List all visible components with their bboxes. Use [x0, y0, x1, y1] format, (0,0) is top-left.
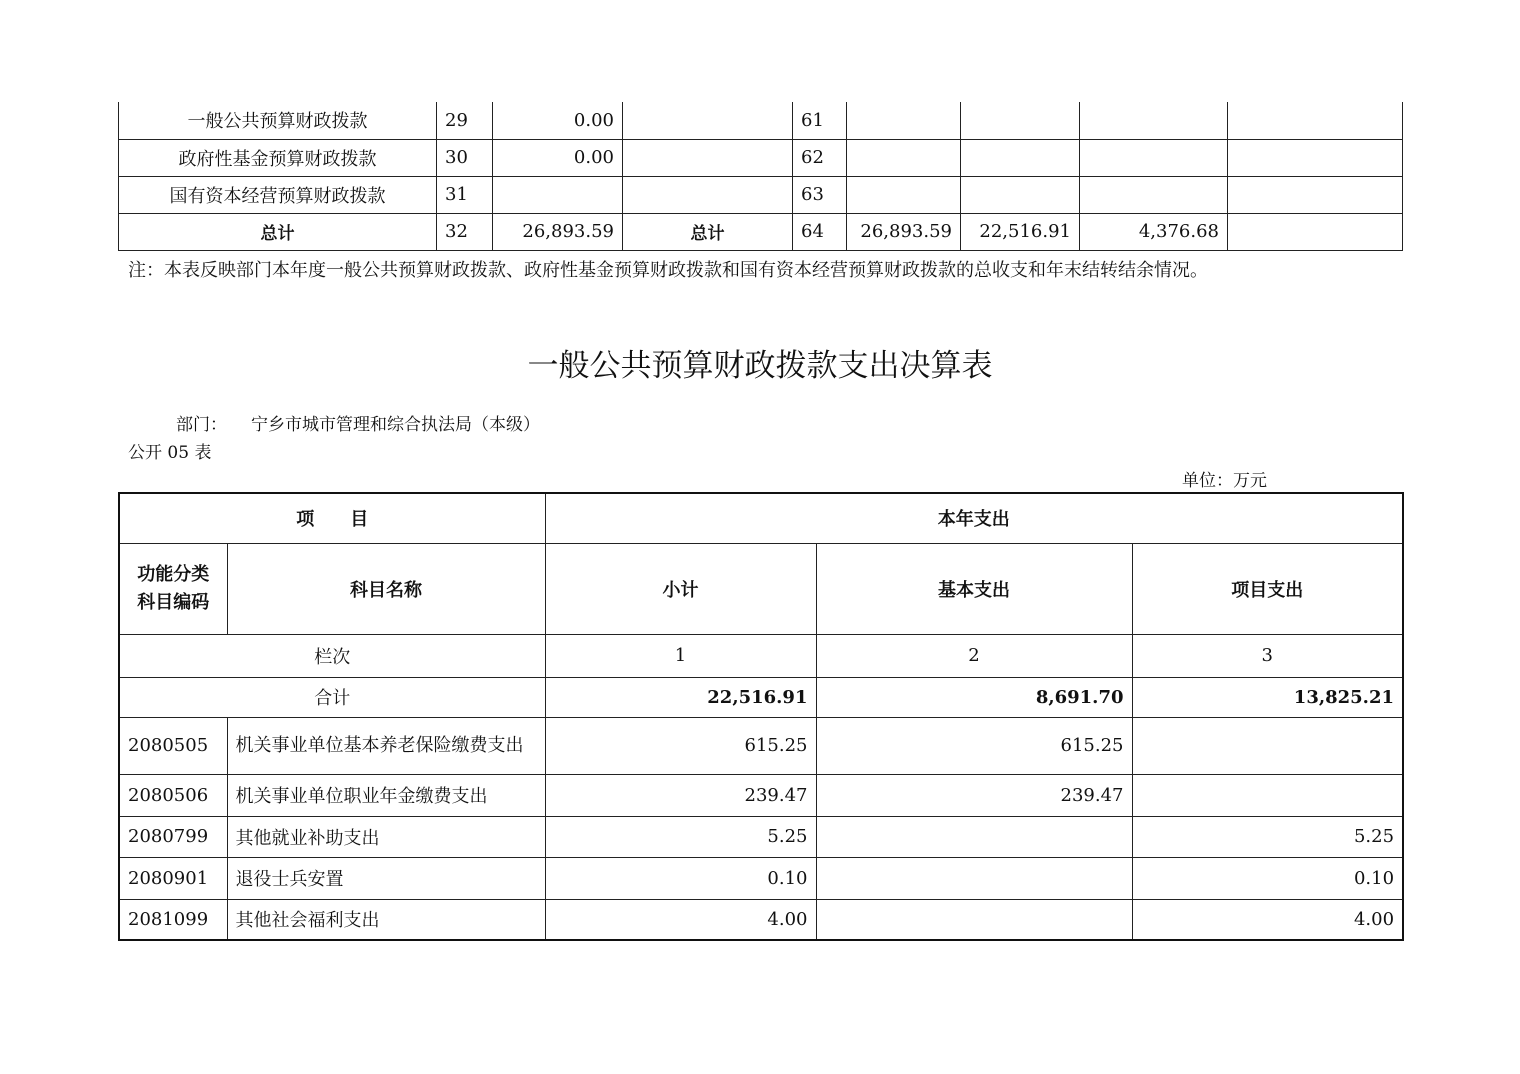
header-row [119, 493, 1403, 543]
amount-cell [493, 176, 623, 213]
amount-cell [847, 102, 961, 139]
basic-cell [816, 899, 1132, 940]
project-cell: 0.10 [1132, 857, 1403, 899]
code-cell: 2080901 [119, 857, 227, 899]
amount-cell [1228, 176, 1403, 213]
total-row [119, 213, 1403, 250]
basic-cell: 615.25 [816, 717, 1132, 774]
project-cell: 4.00 [1132, 899, 1403, 940]
line-no-cell: 63 [793, 176, 847, 213]
header-current-year: 本年支出 [545, 493, 1403, 543]
amount-cell [961, 176, 1080, 213]
amount-cell: 0.00 [493, 102, 623, 139]
index-3: 3 [1132, 634, 1403, 677]
header-basic: 基本支出 [816, 543, 1132, 634]
amount-cell [1080, 176, 1228, 213]
amount-cell: 22,516.91 [961, 213, 1080, 250]
amount-cell: 0.00 [493, 139, 623, 176]
project-cell [1132, 774, 1403, 816]
table-note: 注：本表反映部门本年度一般公共预算财政拨款、政府性基金预算财政拨款和国有资本经营预算财政拨款的总收支和年末结转结余情况。 [128, 260, 1208, 281]
amount-cell [961, 139, 1080, 176]
total-basic: 8,691.70 [816, 677, 1132, 717]
header-project: 项 目 [119, 493, 545, 543]
code-cell: 2080799 [119, 816, 227, 857]
table-row [119, 857, 1403, 899]
item-cell [623, 139, 793, 176]
name-cell: 退役士兵安置 [227, 857, 545, 899]
header-code: 功能分类科目编码 [119, 543, 227, 634]
subtotal-cell: 0.10 [545, 857, 816, 899]
total-subtotal: 22,516.91 [545, 677, 816, 717]
code-cell: 2080506 [119, 774, 227, 816]
project-cell [1132, 717, 1403, 774]
table-row [119, 102, 1403, 139]
subtotal-cell: 239.47 [545, 774, 816, 816]
line-no-cell: 61 [793, 102, 847, 139]
project-cell: 5.25 [1132, 816, 1403, 857]
header-row [119, 543, 1403, 634]
amount-cell [1080, 139, 1228, 176]
line-no-cell: 64 [793, 213, 847, 250]
table-row [119, 816, 1403, 857]
line-no-cell: 29 [437, 102, 493, 139]
code-cell: 2080505 [119, 717, 227, 774]
amount-cell [1080, 102, 1228, 139]
subtotal-cell: 5.25 [545, 816, 816, 857]
amount-cell [847, 176, 961, 213]
name-cell: 其他就业补助支出 [227, 816, 545, 857]
index-row [119, 634, 1403, 677]
item-cell: 政府性基金预算财政拨款 [119, 139, 437, 176]
income-expense-summary-table [118, 102, 1403, 251]
basic-cell: 239.47 [816, 774, 1132, 816]
index-label: 栏次 [119, 634, 545, 677]
amount-cell [1228, 213, 1403, 250]
amount-cell: 26,893.59 [847, 213, 961, 250]
name-cell: 机关事业单位基本养老保险缴费支出 [227, 717, 545, 774]
amount-cell [1228, 139, 1403, 176]
amount-cell: 26,893.59 [493, 213, 623, 250]
code-cell: 2081099 [119, 899, 227, 940]
table-row [119, 774, 1403, 816]
table-row [119, 139, 1403, 176]
item-cell: 一般公共预算财政拨款 [119, 102, 437, 139]
total-label: 总计 [119, 213, 437, 250]
line-no-cell: 30 [437, 139, 493, 176]
item-cell [623, 102, 793, 139]
total-label: 总计 [623, 213, 793, 250]
basic-cell [816, 816, 1132, 857]
total-project: 13,825.21 [1132, 677, 1403, 717]
department-line [176, 410, 540, 435]
amount-cell [1228, 102, 1403, 139]
line-no-cell: 62 [793, 139, 847, 176]
total-row [119, 677, 1403, 717]
basic-cell [816, 857, 1132, 899]
name-cell: 其他社会福利支出 [227, 899, 545, 940]
table-row [119, 899, 1403, 940]
department-value: 宁乡市城市管理和综合执法局（本级） [251, 415, 540, 435]
name-cell: 机关事业单位职业年金缴费支出 [227, 774, 545, 816]
amount-cell [961, 102, 1080, 139]
subtotal-cell: 615.25 [545, 717, 816, 774]
amount-cell [847, 139, 961, 176]
index-1: 1 [545, 634, 816, 677]
line-no-cell: 32 [437, 213, 493, 250]
table-row [119, 717, 1403, 774]
page-title: 一般公共预算财政拨款支出决算表 [527, 348, 993, 384]
item-cell: 国有资本经营预算财政拨款 [119, 176, 437, 213]
header-name: 科目名称 [227, 543, 545, 634]
amount-cell: 4,376.68 [1080, 213, 1228, 250]
total-label: 合计 [119, 677, 545, 717]
table-row [119, 176, 1403, 213]
header-project-exp: 项目支出 [1132, 543, 1403, 634]
unit-label: 单位：万元 [1182, 471, 1267, 491]
department-label: 部门： [176, 415, 227, 435]
header-subtotal: 小计 [545, 543, 816, 634]
item-cell [623, 176, 793, 213]
line-no-cell: 31 [437, 176, 493, 213]
index-2: 2 [816, 634, 1132, 677]
form-number: 公开 05 表 [128, 443, 212, 463]
subtotal-cell: 4.00 [545, 899, 816, 940]
expenditure-table [118, 492, 1404, 941]
